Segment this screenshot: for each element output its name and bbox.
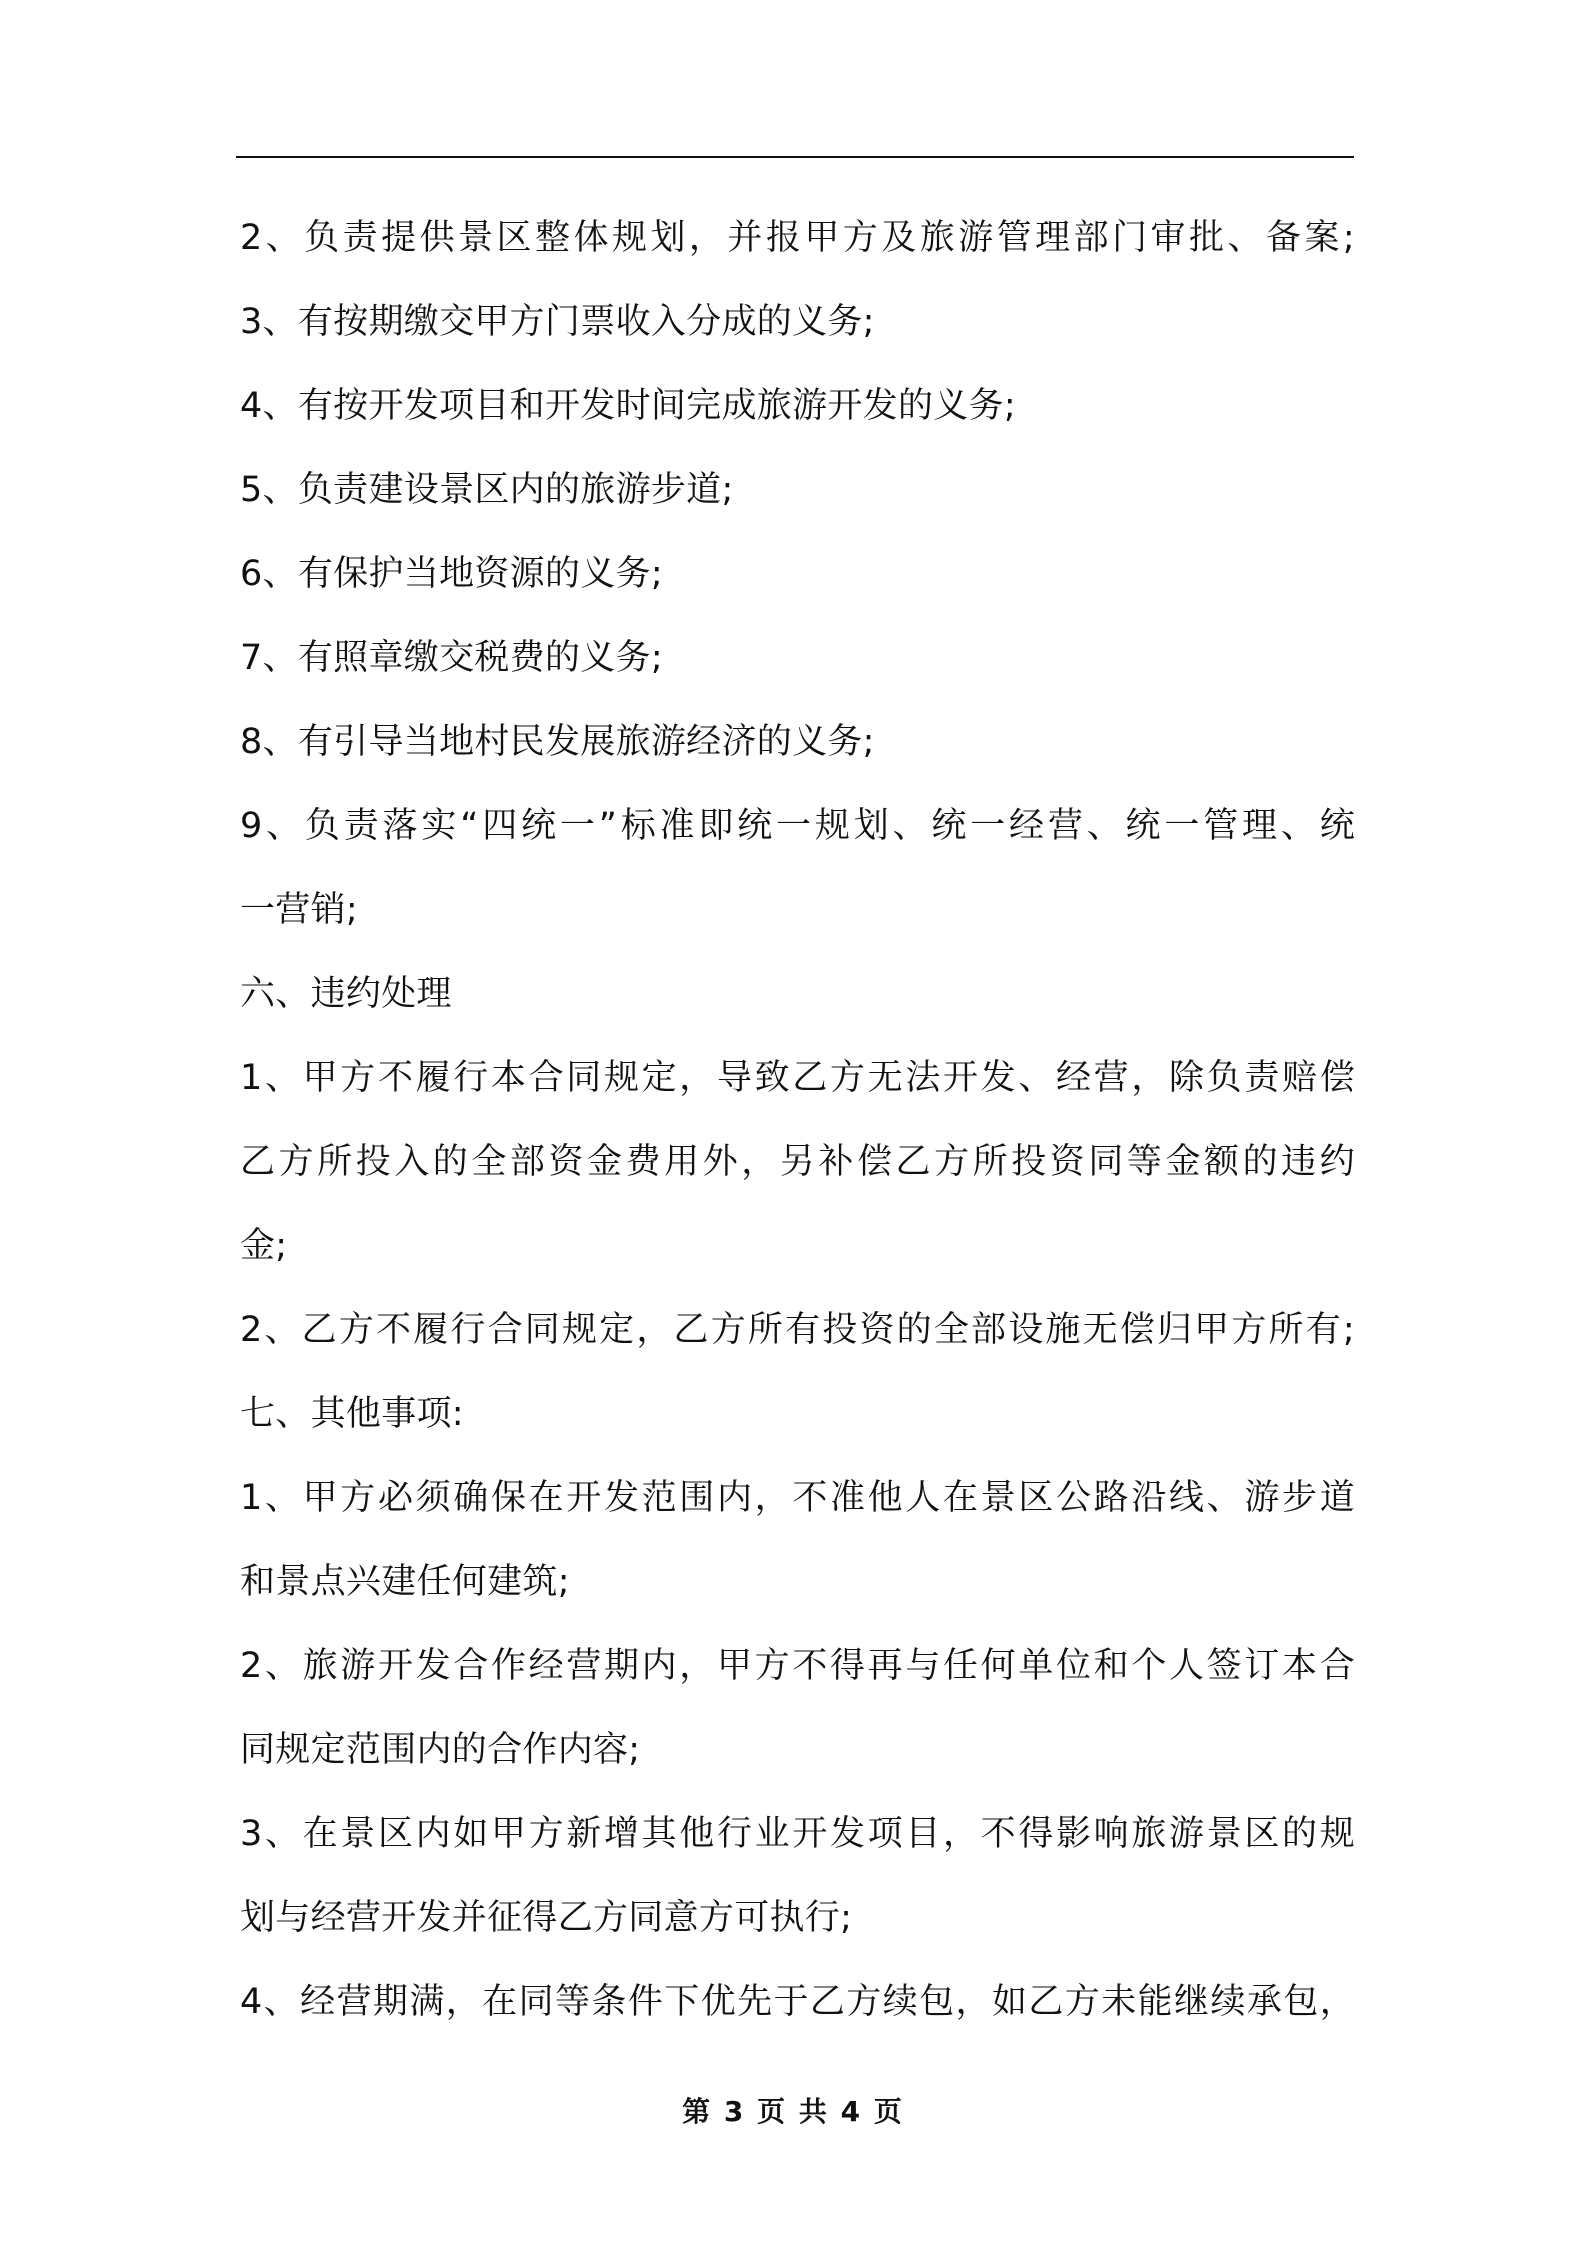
text-line-22: 4、经营期满，在同等条件下优先于乙方续包，如乙方未能继续承包， bbox=[240, 1982, 1355, 2022]
section-heading-other: 七、其他事项: bbox=[240, 1394, 464, 1434]
section-heading-breach: 六、违约处理 bbox=[240, 974, 452, 1014]
document-body bbox=[240, 196, 1355, 2044]
text-line-5: 6、有保护当地资源的义务; bbox=[240, 554, 663, 594]
text-line-1: 2、负责提供景区整体规划，并报甲方及旅游管理部门审批、备案; bbox=[240, 218, 1355, 258]
text-line-21: 划与经营开发并征得乙方同意方可执行; bbox=[240, 1898, 853, 1938]
text-line-4: 5、负责建设景区内的旅游步道; bbox=[240, 470, 734, 510]
text-line-16: 1、甲方必须确保在开发范围内，不准他人在景区公路沿线、游步道 bbox=[240, 1478, 1355, 1518]
text-line-6: 7、有照章缴交税费的义务; bbox=[240, 638, 663, 678]
text-line-2: 3、有按期缴交甲方门票收入分成的义务; bbox=[240, 302, 875, 342]
text-line-17: 和景点兴建任何建筑; bbox=[240, 1562, 570, 1602]
text-line-14: 2、乙方不履行合同规定，乙方所有投资的全部设施无偿归甲方所有; bbox=[240, 1310, 1355, 1350]
text-line-12: 乙方所投入的全部资金费用外，另补偿乙方所投资同等金额的违约 bbox=[240, 1142, 1355, 1182]
header-rule bbox=[236, 156, 1354, 158]
text-line-9: 一营销; bbox=[240, 890, 358, 930]
text-line-20: 3、在景区内如甲方新增其他行业开发项目，不得影响旅游景区的规 bbox=[240, 1814, 1355, 1854]
text-line-3: 4、有按开发项目和开发时间完成旅游开发的义务; bbox=[240, 386, 1016, 426]
page-number-footer: 第 3 页 共 4 页 bbox=[682, 2095, 904, 2128]
text-line-7: 8、有引导当地村民发展旅游经济的义务; bbox=[240, 722, 875, 762]
text-line-13: 金; bbox=[240, 1226, 288, 1266]
text-line-19: 同规定范围内的合作内容; bbox=[240, 1730, 641, 1770]
text-line-8: 9、负责落实“四统一”标准即统一规划、统一经营、统一管理、统 bbox=[240, 806, 1355, 846]
text-line-11: 1、甲方不履行本合同规定，导致乙方无法开发、经营，除负责赔偿 bbox=[240, 1058, 1355, 1098]
text-line-18: 2、旅游开发合作经营期内，甲方不得再与任何单位和个人签订本合 bbox=[240, 1646, 1355, 1686]
